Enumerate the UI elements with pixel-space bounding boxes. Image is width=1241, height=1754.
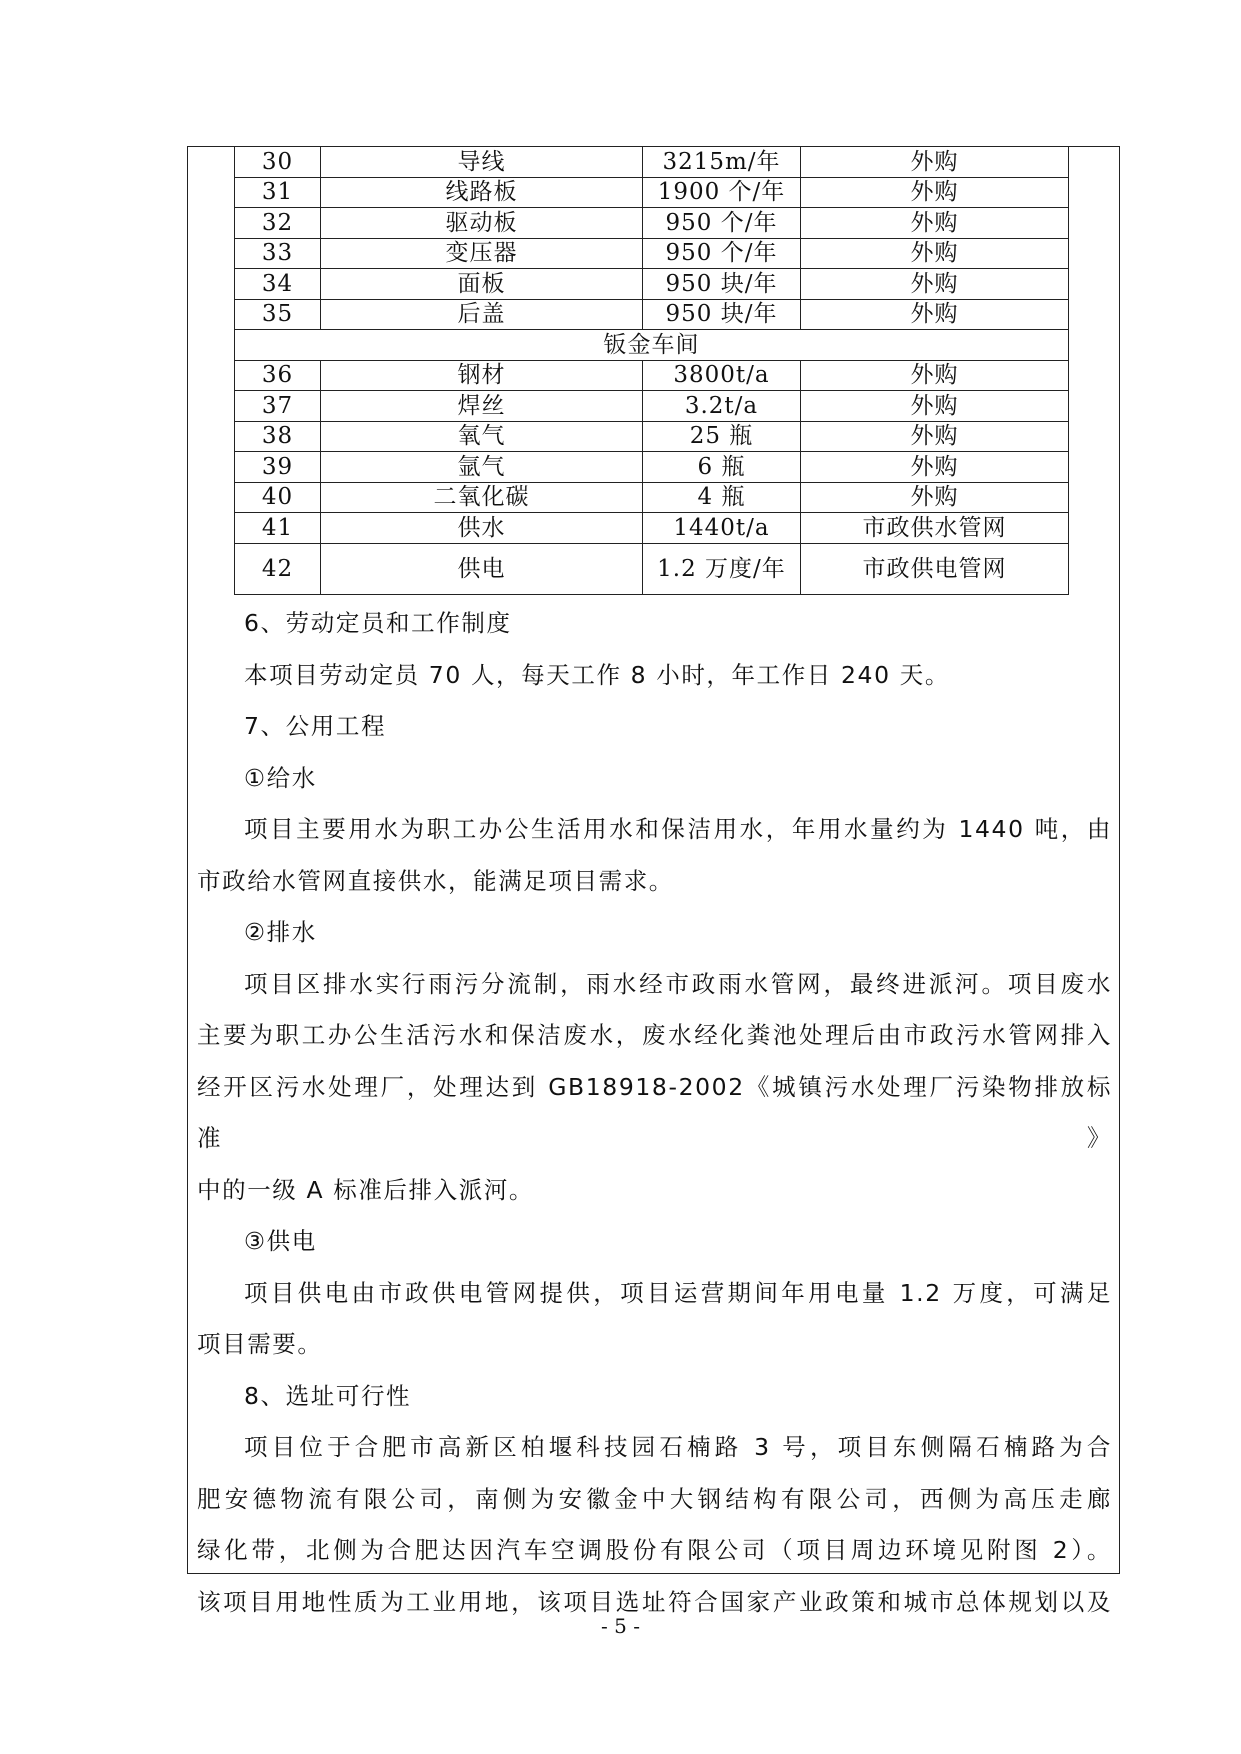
cell-name: 导线: [321, 147, 643, 178]
body-text: [197, 598, 1112, 1628]
cell-name: 面板: [321, 269, 643, 300]
cell-name: 钢材: [321, 360, 643, 391]
cell-amount: 1.2 万度/年: [643, 543, 801, 594]
cell-amount: 950 块/年: [643, 269, 801, 300]
cell-source: 外购: [801, 299, 1069, 330]
cell-name: 线路板: [321, 177, 643, 208]
cell-source: 外购: [801, 177, 1069, 208]
table-body-b: [235, 360, 1069, 594]
cell-name: 驱动板: [321, 208, 643, 239]
drainage-line: 项目区排水实行雨污分流制，雨水经市政雨水管网，最终进派河。项目废水: [244, 969, 1112, 998]
table-row: [235, 452, 1069, 483]
site-line: 项目位于合肥市高新区柏堰科技园石楠路 3 号，项目东侧隔石楠路为合: [244, 1433, 1112, 1461]
cell-name: 氧气: [321, 421, 643, 452]
cell-source: 外购: [801, 482, 1069, 513]
table-row: [235, 421, 1069, 452]
table-row: [235, 238, 1069, 269]
materials-table: [234, 146, 1069, 595]
cell-amount: 6 瓶: [643, 452, 801, 483]
cell-source: 市政供电管网: [801, 543, 1069, 594]
cell-source: 外购: [801, 421, 1069, 452]
section-6-text: 本项目劳动定员 70 人，每天工作 8 小时，年工作日 240 天。: [244, 660, 950, 689]
drainage-line: 经开区污水处理厂，处理达到 GB18918-2002《城镇污水处理厂污染物排放标准》: [197, 1072, 1112, 1152]
cell-no: 31: [235, 177, 321, 208]
cell-amount: 1440t/a: [643, 513, 801, 544]
cell-amount: 1900 个/年: [643, 177, 801, 208]
cell-no: 37: [235, 391, 321, 422]
section-row: [235, 330, 1069, 361]
cell-amount: 25 瓶: [643, 421, 801, 452]
site-line: 该项目用地性质为工业用地，该项目选址符合国家产业政策和城市总体规划以及: [197, 1587, 1112, 1616]
cell-name: 二氧化碳: [321, 482, 643, 513]
cell-name: 供水: [321, 513, 643, 544]
cell-amount: 3.2t/a: [643, 391, 801, 422]
cell-source: 市政供水管网: [801, 513, 1069, 544]
table-row: [235, 208, 1069, 239]
cell-source: 外购: [801, 208, 1069, 239]
page-number: - 5 -: [601, 1614, 640, 1638]
drainage-heading: ②排水: [244, 918, 317, 946]
cell-amount: 950 个/年: [643, 238, 801, 269]
cell-source: 外购: [801, 452, 1069, 483]
cell-no: 38: [235, 421, 321, 452]
table-row: [235, 299, 1069, 330]
site-line: 绿化带，北侧为合肥达因汽车空调股份有限公司（项目周边环境见附图 2）。: [197, 1536, 1112, 1564]
cell-source: 外购: [801, 147, 1069, 178]
cell-amount: 3215m/年: [643, 147, 801, 178]
cell-no: 36: [235, 360, 321, 391]
cell-no: 41: [235, 513, 321, 544]
cell-name: 氩气: [321, 452, 643, 483]
table-row: [235, 543, 1069, 594]
section-8-heading: 8、选址可行性: [244, 1381, 412, 1410]
cell-no: 33: [235, 238, 321, 269]
drainage-line: 中的一级 A 标准后排入派河。: [197, 1175, 535, 1204]
table-row: [235, 513, 1069, 544]
power-heading: ③供电: [244, 1227, 317, 1255]
cell-name: 变压器: [321, 238, 643, 269]
table-row: [235, 177, 1069, 208]
cell-no: 42: [235, 543, 321, 594]
cell-name: 焊丝: [321, 391, 643, 422]
cell-source: 外购: [801, 269, 1069, 300]
cell-amount: 4 瓶: [643, 482, 801, 513]
cell-source: 外购: [801, 391, 1069, 422]
table-body-a: [235, 147, 1069, 330]
table-row: [235, 147, 1069, 178]
cell-amount: 3800t/a: [643, 360, 801, 391]
section-6-heading: 6、劳动定员和工作制度: [244, 609, 512, 637]
cell-source: 外购: [801, 360, 1069, 391]
power-line: 项目供电由市政供电管网提供，项目运营期间年用电量 1.2 万度，可满足: [244, 1278, 1112, 1307]
table-row: [235, 269, 1069, 300]
cell-no: 40: [235, 482, 321, 513]
table-row: [235, 360, 1069, 391]
cell-name: 供电: [321, 543, 643, 594]
site-line: 肥安德物流有限公司，南侧为安徽金中大钢结构有限公司，西侧为高压走廊: [197, 1484, 1112, 1513]
cell-no: 32: [235, 208, 321, 239]
cell-no: 30: [235, 147, 321, 178]
water-supply-heading: ①给水: [244, 763, 317, 792]
drainage-line: 主要为职工办公生活污水和保洁废水，废水经化粪池处理后由市政污水管网排入: [197, 1021, 1112, 1049]
cell-source: 外购: [801, 238, 1069, 269]
cell-amount: 950 块/年: [643, 299, 801, 330]
table-row: [235, 482, 1069, 513]
water-supply-line: 市政给水管网直接供水，能满足项目需求。: [197, 866, 674, 895]
cell-no: 35: [235, 299, 321, 330]
section-label: 钣金车间: [235, 330, 1069, 361]
section-7-heading: 7、公用工程: [244, 712, 387, 740]
power-line: 项目需要。: [197, 1330, 323, 1358]
water-supply-line: 项目主要用水为职工办公生活用水和保洁用水，年用水量约为 1440 吨，由: [244, 815, 1112, 843]
cell-name: 后盖: [321, 299, 643, 330]
cell-no: 39: [235, 452, 321, 483]
table-row: [235, 391, 1069, 422]
cell-amount: 950 个/年: [643, 208, 801, 239]
cell-no: 34: [235, 269, 321, 300]
